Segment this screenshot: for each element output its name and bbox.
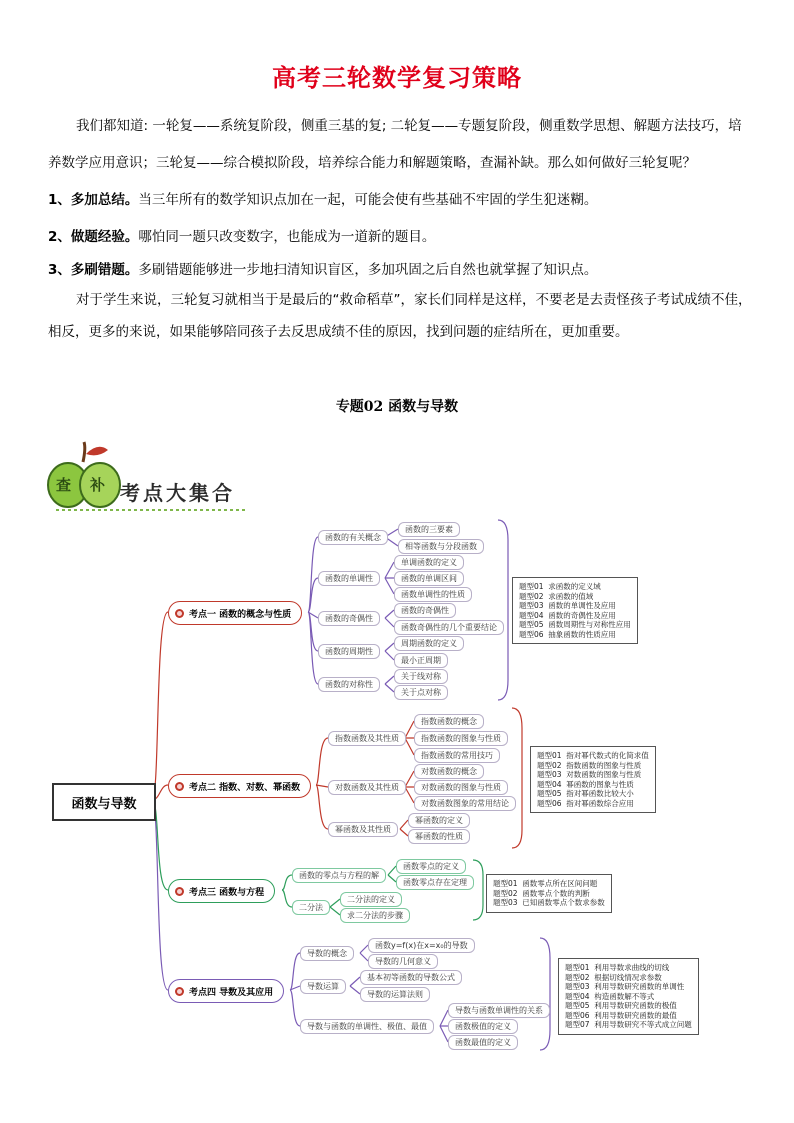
- kp1-branch-5: 函数的对称性: [318, 677, 380, 692]
- kp1-leaf: 周期函数的定义: [394, 636, 464, 651]
- kp1-branch-2: 函数的单调性: [318, 571, 380, 586]
- kp4-leaf: 导数的运算法则: [360, 987, 430, 1002]
- tip-1-text: 当三年所有的数学知识点加在一起，可能会使有些基础不牢固的学生犯迷糊。: [138, 192, 598, 208]
- kp1-branch-3: 函数的奇偶性: [318, 611, 380, 626]
- kp2-branch-3: 幂函数及其性质: [328, 822, 398, 837]
- tip-3-head: 3、多刷错题。: [48, 262, 139, 278]
- badge-check: 查: [56, 476, 72, 494]
- page-title: 高考三轮数学复习策略: [272, 64, 522, 92]
- kp3-leaf: 二分法的定义: [340, 892, 402, 907]
- kp4-leaf: 函数极值的定义: [448, 1019, 518, 1034]
- kp4-leaf: 导数与函数单调性的关系: [448, 1003, 550, 1018]
- kp2-leaf: 指数函数的概念: [414, 714, 484, 729]
- kp3-branch-1: 函数的零点与方程的解: [292, 868, 386, 883]
- kp4-leaf: 基本初等函数的导数公式: [360, 970, 462, 985]
- tip-1-head: 1、多加总结。: [48, 192, 139, 208]
- kp4-branch-1: 导数的概念: [300, 946, 354, 961]
- kp1-leaf: 关于线对称: [394, 669, 448, 684]
- badge-fill: 补: [90, 476, 106, 494]
- tip-3: [48, 256, 753, 284]
- kp3-leaf: 函数零点存在定理: [396, 875, 474, 890]
- intro-paragraph: 我们都知道: 一轮复——系统复阶段，侧重三基的复; 二轮复——专题复阶段，侧重数学思想、解题方法技巧，培养数学应用意识；三轮复——综合模拟阶段，培养综合能力和解题策略，查漏补缺。那么如何做好三轮复呢？: [48, 118, 742, 171]
- banner-title: 考点大集合: [120, 481, 235, 505]
- kp2-question-types: 题型01 指对幂代数式的化简求值 题型02 指数函数的图象与性质 题型03 对数函数的图象与性质 题型04 幂函数的图象与性质 题型05 指对幂函数比较大小 题型06 指对幂函数综合应用: [530, 746, 656, 813]
- kp1-leaf: 函数单调性的性质: [394, 587, 472, 602]
- kp4-node: [168, 979, 284, 1003]
- tip-2: [48, 219, 753, 256]
- closing-paragraph: 对于学生来说，三轮复习就相当于是最后的“救命稻草”，家长们同样是这样，不要老是去责怪孩子考试成绩不佳，相反，更多的来说，如果能够陪同孩子去反思成绩不佳的原因，找到问题的症结所在，更加重要。: [48, 292, 752, 340]
- intro-section: [48, 108, 753, 348]
- kp1-question-types: 题型01 求函数的定义域 题型02 求函数的值域 题型03 函数的单调性及应用 题型04 函数的奇偶性及应用 题型05 函数周期性与对称性应用 题型06 抽象函数的性质应用: [512, 577, 638, 644]
- tip-2-text: 哪怕同一题只改变数字，也能成为一道新的题目。: [138, 229, 436, 245]
- kp1-leaf: 关于点对称: [394, 685, 448, 700]
- kp4-branch-2: 导数运算: [300, 979, 346, 994]
- kp2-leaf: 指数函数的常用技巧: [414, 748, 500, 763]
- kp2-node: [168, 774, 311, 798]
- kp2-branch-2: 对数函数及其性质: [328, 780, 406, 795]
- kp3-node: [168, 879, 275, 903]
- kp4-leaf: 函数最值的定义: [448, 1035, 518, 1050]
- kp1-leaf: 函数的单调区间: [394, 571, 464, 586]
- kp1-leaf: 函数的三要素: [398, 522, 460, 537]
- bullet-icon: [175, 782, 184, 791]
- kp1-leaf: 最小正周期: [394, 653, 448, 668]
- tip-1: [48, 182, 753, 219]
- kp2-leaf: 幂函数的性质: [408, 829, 470, 844]
- bullet-icon: [175, 609, 184, 618]
- tip-3-text: 多刷错题能够进一步地扫清知识盲区，多加巩固之后自然也就掌握了知识点。: [138, 262, 598, 278]
- kp3-leaf: 求二分法的步骤: [340, 908, 410, 923]
- kp4-branch-3: 导数与函数的单调性、极值、最值: [300, 1019, 434, 1034]
- kp1-leaf: 相等函数与分段函数: [398, 539, 484, 554]
- kp1-node: [168, 601, 302, 625]
- section-subtitle: 专题02 函数与导数: [335, 399, 459, 415]
- kp4-question-types: 题型01 利用导数求曲线的切线 题型02 根据切线情况求参数 题型03 利用导数研究函数的单调性 题型04 构造函数解不等式 题型05 利用导数研究函数的极值 题型06 利用导数研究函数的最值 题型07 利用导数研究不等式成立问题: [558, 958, 699, 1035]
- kp1-leaf: 函数的奇偶性: [394, 603, 456, 618]
- kp1-leaf: 单调函数的定义: [394, 555, 464, 570]
- kp2-leaf: 对数函数的图象与性质: [414, 780, 508, 795]
- bullet-icon: [175, 987, 184, 996]
- kp3-label: 考点三 函数与方程: [189, 887, 265, 898]
- kp4-leaf: 导数的几何意义: [368, 954, 438, 969]
- kp3-question-types: 题型01 函数零点所在区间问题 题型02 函数零点个数的判断 题型03 已知函数零点个数求参数: [486, 874, 612, 913]
- kp1-leaf: 函数奇偶性的几个重要结论: [394, 620, 504, 635]
- kp2-leaf: 指数函数的图象与性质: [414, 731, 508, 746]
- bullet-icon: [175, 887, 184, 896]
- kp2-leaf: 幂函数的定义: [408, 813, 470, 828]
- tip-2-head: 2、做题经验。: [48, 229, 139, 245]
- kp3-branch-2: 二分法: [292, 900, 330, 915]
- kp2-leaf: 对数函数的概念: [414, 764, 484, 779]
- kp2-leaf: 对数函数图象的常用结论: [414, 796, 516, 811]
- kp2-branch-1: 指数函数及其性质: [328, 731, 406, 746]
- kp2-label: 考点二 指数、对数、幂函数: [189, 782, 301, 793]
- kp4-label: 考点四 导数及其应用: [189, 987, 274, 998]
- kp1-label: 考点一 函数的概念与性质: [189, 609, 292, 620]
- mindmap-root: 函数与导数: [52, 783, 156, 821]
- kp3-leaf: 函数零点的定义: [396, 859, 466, 874]
- kp1-branch-4: 函数的周期性: [318, 644, 380, 659]
- kp1-branch-1: 函数的有关概念: [318, 530, 388, 545]
- kp4-leaf: 函数y=f(x)在x=x₀的导数: [368, 938, 475, 953]
